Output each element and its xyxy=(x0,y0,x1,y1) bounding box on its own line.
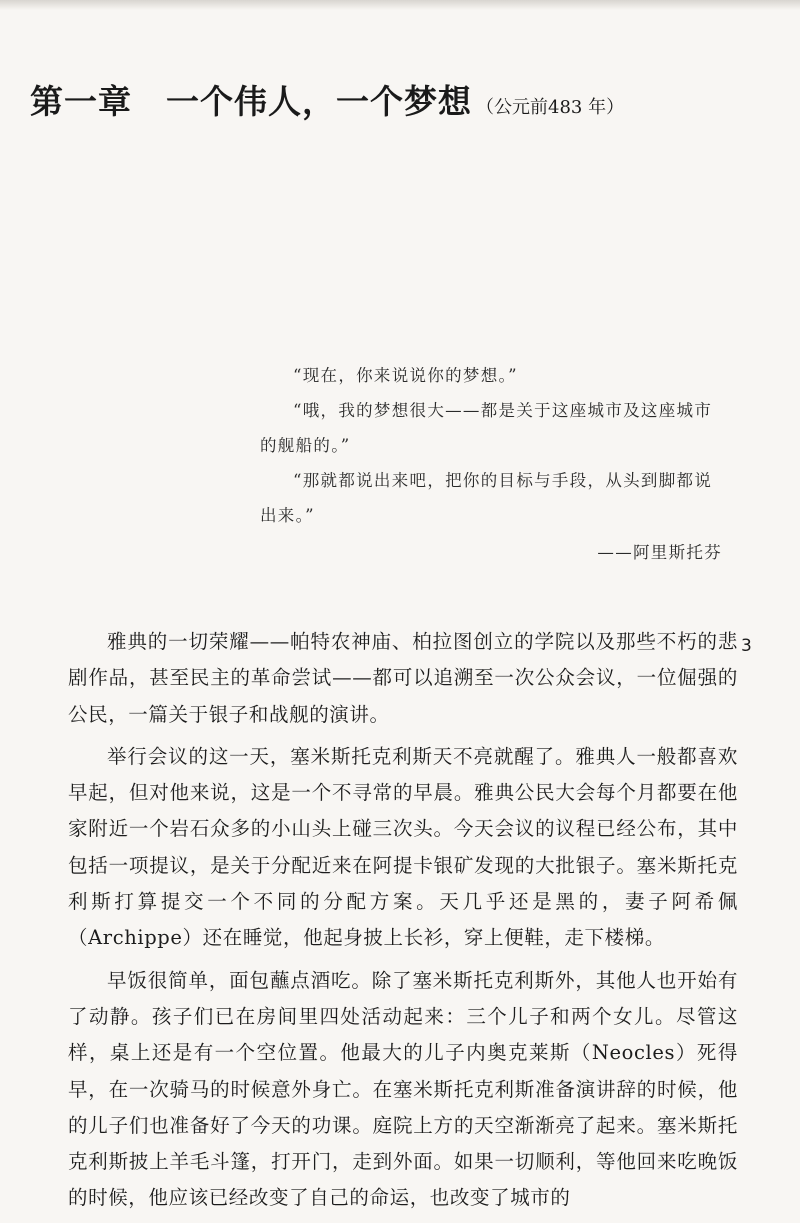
epigraph xyxy=(260,358,722,570)
chapter-date: （公元前483 年） xyxy=(476,97,625,118)
page-top-shadow xyxy=(0,0,800,10)
chapter-heading xyxy=(30,76,624,123)
epigraph-line: “现在，你来说说你的梦想。” xyxy=(293,366,518,385)
paragraph: 雅典的一切荣耀——帕特农神庙、柏拉图创立的学院以及那些不朽的悲剧作品，甚至民主的革命尝试——都可以追溯至一次公众会议，一位倔强的公民，一篇关于银子和战舰的演讲。 xyxy=(68,630,738,726)
epigraph-line: “那就都说出来吧，把你的目标与手段，从头到脚都说出来。” xyxy=(260,471,713,525)
chapter-number: 第一章 xyxy=(30,82,132,121)
body-text xyxy=(68,624,738,1223)
page-number: 3 xyxy=(741,636,752,656)
chapter-title: 一个伟人，一个梦想 xyxy=(166,82,472,121)
epigraph-attribution: ——阿里斯托芬 xyxy=(597,543,722,562)
epigraph-line: “哦，我的梦想很大——都是关于这座城市及这座城市的舰船的。” xyxy=(260,401,713,455)
paragraph: 早饭很简单，面包蘸点酒吃。除了塞米斯托克利斯外，其他人也开始有了动静。孩子们已在房间里四处活动起来：三个儿子和两个女儿。尽管这样，桌上还是有一个空位置。他最大的儿子内奥克莱斯（Neocles）死得早，在一次骑马的时候意外身亡。在塞米斯托克利斯准备演讲辞的时候，他的儿子们也准备好了今天的功课。庭院上方的天空渐渐亮了起来。塞米斯托克利斯披上羊毛斗篷，打开门，走到外面。如果一切顺利，等他回来吃晚饭的时候，他应该已经改变了自己的命运，也改变了城市的 xyxy=(68,968,738,1210)
paragraph: 举行会议的这一天，塞米斯托克利斯天不亮就醒了。雅典人一般都喜欢早起，但对他来说，这是一个不寻常的早晨。雅典公民大会每个月都要在他家附近一个岩石众多的小山头上碰三次头。今天会议的议程已经公布，其中包括一项提议，是关于分配近来在阿提卡银矿发现的大批银子。塞米斯托克利斯打算提交一个不同的分配方案。天几乎还是黑的，妻子阿希佩（Archippe）还在睡觉，他起身披上长衫，穿上便鞋，走下楼梯。 xyxy=(68,744,738,950)
